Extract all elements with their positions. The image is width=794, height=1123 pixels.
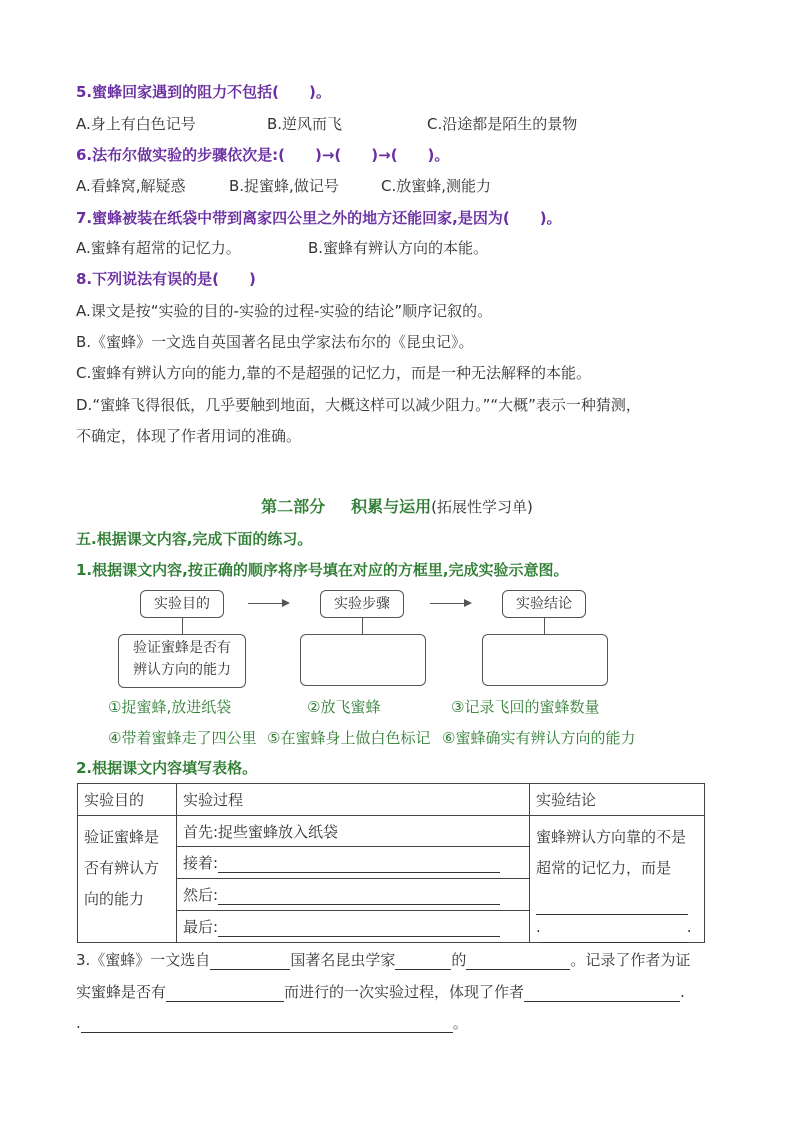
diagram-purpose-text-1: 验证蜜蜂是否有 (133, 640, 231, 656)
table-header-purpose: 实验目的 (78, 784, 177, 816)
choice-2: ②放飞蜜蜂 (307, 698, 381, 716)
choice-4: ④带着蜜蜂走了四公里 (108, 729, 257, 747)
question-5-stem: 5.蜜蜂回家遇到的阻力不包括( )。 (76, 83, 331, 101)
table-process-then (177, 879, 530, 911)
diagram-purpose-label: 实验目的 (154, 596, 210, 612)
table-process-first (177, 816, 530, 847)
question-6-stem: 6.法布尔做实验的步骤依次是:( )→( )→( )。 (76, 146, 450, 164)
q8-option-d-continued: 不确定，体现了作者用词的准确。 (76, 427, 302, 445)
section-5-heading: 五.根据课文内容,完成下面的练习。 (76, 530, 313, 548)
q8-option-b: B.《蜜蜂》一文选自英国著名昆虫学家法布尔的《昆虫记》。 (76, 333, 474, 351)
part-2-subtitle: (拓展性学习单) (431, 498, 533, 516)
q3-text-1: 3.《蜜蜂》一文选自 (76, 951, 211, 969)
diagram-conclusion-answer-box[interactable] (482, 634, 608, 686)
table-purpose-line-1: 验证蜜蜂是 (84, 828, 160, 846)
q3-blank-spirit-2[interactable] (81, 1016, 453, 1033)
diagram-arrow-1 (248, 603, 288, 604)
section-5-question-3-line-3: . 。 (76, 1014, 468, 1032)
q3-blank-ability[interactable] (166, 985, 284, 1002)
q5-option-c: C.沿途都是陌生的景物 (427, 115, 578, 133)
diagram-purpose-content-box (118, 634, 246, 688)
table-purpose-cell (78, 816, 177, 943)
part-2-title-topic: 积累与运用 (351, 497, 432, 516)
choice-6: ⑥蜜蜂确实有辨认方向的能力 (442, 729, 636, 747)
diagram-steps-label: 实验步骤 (334, 596, 390, 612)
q3-text-4: 。记录了作者为证 (570, 951, 691, 969)
q8-option-a: A.课文是按“实验的目的-实验的过程-实验的结论”顺序记叙的。 (76, 302, 493, 320)
section-5-question-2: 2.根据课文内容填写表格。 (76, 759, 258, 777)
q3-text-7: . (680, 983, 685, 1001)
q8-option-c: C.蜜蜂有辨认方向的能力,靠的不是超强的记忆力，而是一种无法解释的本能。 (76, 364, 592, 382)
diagram-steps-answer-box[interactable] (300, 634, 426, 686)
q6-option-a: A.看蜂窝,解疑惑 (76, 177, 186, 195)
section-5-question-3-line-2 (76, 982, 685, 1002)
section-5-question-3-line-1 (76, 950, 690, 970)
q8-option-d: D.“蜜蜂飞得很低，几乎要触到地面，大概这样可以减少阻力。”“大概”表示一种猜测， (76, 396, 641, 414)
q6-option-b: B.捉蜜蜂,做记号 (229, 177, 339, 195)
section-5-question-1: 1.根据课文内容,按正确的顺序将序号填在对应的方框里,完成实验示意图。 (76, 561, 569, 579)
table-process-last-blank[interactable] (218, 920, 500, 937)
table-conclusion-cell: 蜜蜂辨认方向靠的不是 超常的记忆力，而是 . . (530, 816, 705, 943)
table-process-last (177, 911, 530, 943)
q7-option-a: A.蜜蜂有超常的记忆力。 (76, 239, 241, 257)
table-conclusion-blank-2[interactable] (541, 926, 687, 943)
q3-text-2: 国著名昆虫学家 (290, 951, 396, 969)
choice-3: ③记录飞回的蜜蜂数量 (451, 698, 600, 716)
table-process-then-blank[interactable] (218, 888, 500, 905)
table-purpose-line-2: 否有辨认方 (84, 859, 160, 877)
diagram-purpose-label-box (140, 590, 224, 618)
diagram-conclusion-label-box (502, 590, 586, 618)
table-process-next (177, 847, 530, 879)
q3-blank-author[interactable] (395, 953, 451, 970)
diagram-connector-3 (544, 618, 545, 634)
table-conclusion-line-1: 蜜蜂辨认方向靠的不是 (536, 828, 687, 846)
table-process-last-label: 最后: (183, 918, 219, 936)
q7-option-b: B.蜜蜂有辨认方向的本能。 (308, 239, 489, 257)
table-purpose-line-3: 向的能力 (84, 890, 145, 908)
q5-option-a: A.身上有白色记号 (76, 115, 196, 133)
diagram-connector-1 (182, 618, 183, 634)
choice-5: ⑤在蜜蜂身上做白色标记 (267, 729, 431, 747)
diagram-arrow-2 (430, 603, 470, 604)
part-2-title: 第二部分 (261, 497, 326, 516)
table-header-process: 实验过程 (177, 784, 530, 816)
table-conclusion-line-2: 超常的记忆力，而是 (536, 859, 672, 877)
question-8-stem: 8.下列说法有误的是( ) (76, 270, 256, 288)
table-header-conclusion: 实验结论 (530, 784, 705, 816)
q3-text-5: 实蜜蜂是否有 (76, 983, 167, 1001)
q3-text-3: 的 (451, 951, 467, 969)
table-process-first-text: 首先:捉些蜜蜂放入纸袋 (183, 822, 339, 841)
diagram-conclusion-label: 实验结论 (516, 596, 572, 612)
q3-text-6: 而进行的一次实验过程，体现了作者 (284, 983, 525, 1001)
choice-1: ①捉蜜蜂,放进纸袋 (108, 698, 232, 716)
q3-blank-country[interactable] (210, 953, 290, 970)
table-process-then-label: 然后: (183, 886, 219, 904)
table-process-next-blank[interactable] (218, 856, 500, 873)
diagram-steps-label-box (320, 590, 404, 618)
diagram-connector-2 (362, 618, 363, 634)
experiment-table (77, 783, 705, 943)
q3-blank-spirit-1[interactable] (524, 985, 680, 1002)
question-7-stem: 7.蜜蜂被装在纸袋中带到离家四公里之外的地方还能回家,是因为( )。 (76, 209, 562, 227)
part-2-heading (0, 494, 794, 517)
q3-blank-book[interactable] (466, 953, 570, 970)
diagram-purpose-text-2: 辨认方向的能力 (133, 662, 231, 678)
q5-option-b: B.逆风而飞 (267, 115, 343, 133)
q6-option-c: C.放蜜蜂,测能力 (381, 177, 492, 195)
table-process-next-label: 接着: (183, 854, 219, 872)
